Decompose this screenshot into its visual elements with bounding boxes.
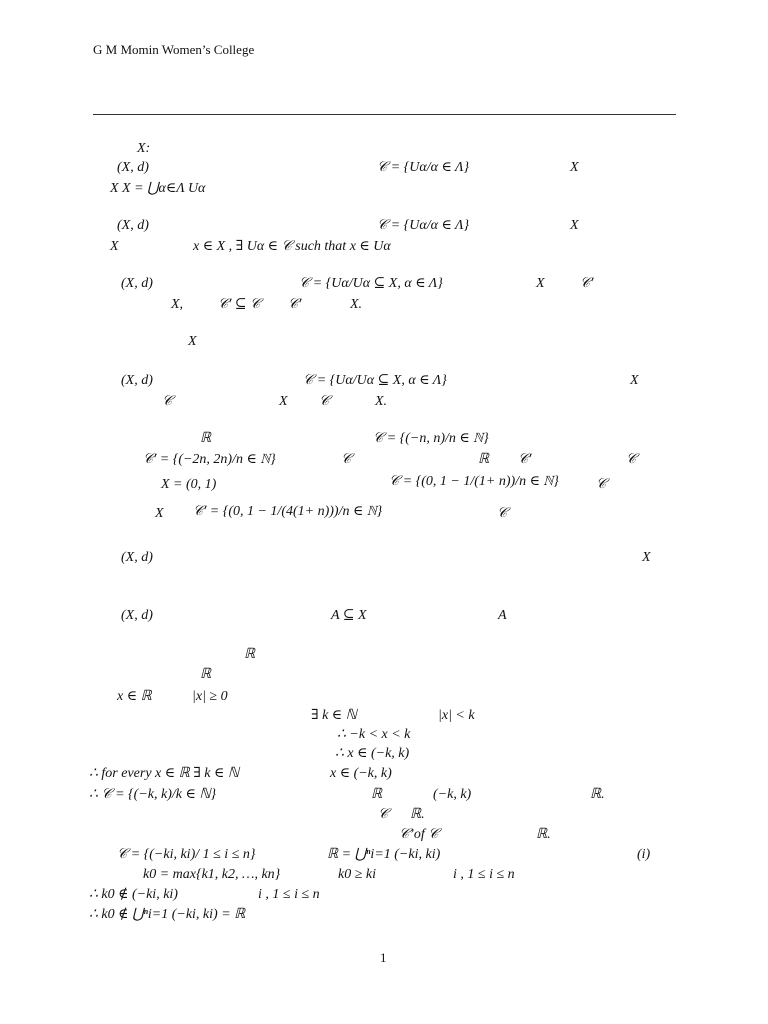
math-line-l63: 𝒞 = {(−ki, ki)/ 1 ≤ i ≤ n} xyxy=(117,847,256,862)
math-line-l18: X. xyxy=(350,297,363,312)
math-line-l55: ∴ 𝒞 = {(−k, k)/k ∈ ℕ} xyxy=(89,787,217,802)
math-line-l47: x ∈ ℝ xyxy=(117,689,152,704)
math-line-l30: 𝒞 xyxy=(341,452,352,467)
math-line-l06: (X, d) xyxy=(117,218,149,233)
math-line-l61: 𝒞’of 𝒞 xyxy=(399,827,439,842)
math-line-l16: 𝒞′ ⊆ 𝒞 xyxy=(218,297,261,312)
page-number: 1 xyxy=(380,950,387,965)
math-line-l01: X: xyxy=(137,141,151,156)
math-line-l27: ℝ xyxy=(200,431,212,446)
math-line-l04: X xyxy=(570,160,579,175)
math-line-l26: X. xyxy=(375,394,388,409)
math-line-l62: ℝ. xyxy=(536,827,551,842)
header-rule xyxy=(93,114,676,115)
math-line-l57: (−k, k) xyxy=(433,787,472,802)
math-line-l43: A ⊆ X xyxy=(331,608,367,623)
math-line-l23: 𝒞 xyxy=(162,394,173,409)
math-line-l07: 𝒞 = {Uα/α ∈ Λ} xyxy=(377,218,470,233)
math-line-l44: A xyxy=(498,608,507,623)
math-line-l08: X xyxy=(570,218,579,233)
math-line-l66: k0 = max{k1, k2, …, kn} xyxy=(143,867,281,882)
math-line-l70: i , 1 ≤ i ≤ n xyxy=(258,887,320,902)
math-line-l45: ℝ xyxy=(244,647,256,662)
math-line-l28: 𝒞 = {(−n, n)/n ∈ ℕ} xyxy=(373,431,489,446)
math-line-l29: 𝒞′ = {(−2n, 2n)/n ∈ ℕ} xyxy=(143,452,276,467)
math-line-l69: ∴ k0 ∉ (−ki, ki) xyxy=(89,887,178,902)
math-line-l39: 𝒞 xyxy=(497,506,508,521)
math-line-l37: X xyxy=(155,506,164,521)
math-line-l38: 𝒞′ = {(0, 1 − 1/(4(1+ n)))/n ∈ ℕ} xyxy=(193,504,383,519)
math-line-l40: (X, d) xyxy=(121,550,153,565)
math-line-l59: 𝒞 xyxy=(378,807,389,822)
math-line-l71: ∴ k0 ∉ ⋃ⁿi=1 (−ki, ki) = ℝ xyxy=(89,907,246,922)
math-line-l36: 𝒞 xyxy=(596,477,607,492)
math-line-l17: 𝒞′ xyxy=(288,297,302,312)
math-line-l13: X xyxy=(536,276,545,291)
math-line-l02: (X, d) xyxy=(117,160,149,175)
header-college: G M Momin Women’s College xyxy=(93,42,255,57)
math-line-l67: k0 ≥ ki xyxy=(338,867,377,882)
math-line-l52: ∴ x ∈ (−k, k) xyxy=(335,746,410,761)
math-line-l33: 𝒞 xyxy=(626,452,637,467)
math-line-l31: ℝ xyxy=(478,452,490,467)
math-line-l11: (X, d) xyxy=(121,276,153,291)
math-line-l24: X xyxy=(279,394,288,409)
math-line-l42: (X, d) xyxy=(121,608,153,623)
math-line-l51: ∴ −k < x < k xyxy=(337,727,411,742)
math-line-l25: 𝒞 xyxy=(319,394,330,409)
math-line-l22: X xyxy=(630,373,639,388)
math-line-l20: (X, d) xyxy=(121,373,153,388)
math-line-l14: 𝒞′ xyxy=(580,276,594,291)
math-line-l03: 𝒞 = {Uα/α ∈ Λ} xyxy=(377,160,470,175)
math-line-l41: X xyxy=(642,550,651,565)
math-line-l56: ℝ xyxy=(371,787,383,802)
math-line-l50: |x| < k xyxy=(438,708,475,723)
math-line-l35: 𝒞 = {(0, 1 − 1/(1+ n))/n ∈ ℕ} xyxy=(389,474,559,489)
math-line-l15: X, xyxy=(171,297,184,312)
math-line-l54: x ∈ (−k, k) xyxy=(330,766,392,781)
math-line-l68: i , 1 ≤ i ≤ n xyxy=(453,867,515,882)
math-line-l21: 𝒞 = {Uα/Uα ⊆ X, α ∈ Λ} xyxy=(303,373,447,388)
math-line-l46: ℝ xyxy=(200,667,212,682)
math-line-l48: |x| ≥ 0 xyxy=(192,689,228,704)
math-line-l49: ∃ k ∈ ℕ xyxy=(311,708,357,723)
math-line-l09: X xyxy=(110,239,119,254)
math-line-l34: X = (0, 1) xyxy=(161,477,217,492)
math-line-l64: ℝ = ⋃ⁿi=1 (−ki, ki) xyxy=(327,847,441,862)
math-line-l12: 𝒞 = {Uα/Uα ⊆ X, α ∈ Λ} xyxy=(299,276,443,291)
math-line-l53: ∴ for every x ∈ ℝ ∃ k ∈ ℕ xyxy=(89,766,240,781)
math-line-l19: X xyxy=(188,334,197,349)
math-line-l60: ℝ. xyxy=(410,807,425,822)
math-line-l65: (i) xyxy=(637,847,651,862)
math-line-l58: ℝ. xyxy=(590,787,605,802)
math-line-l10: x ∈ X , ∃ Uα ∈ 𝒞 such that x ∈ Uα xyxy=(193,239,391,254)
math-line-l05: X X = ⋃α∈Λ Uα xyxy=(110,181,206,196)
math-line-l32: 𝒞′ xyxy=(518,452,532,467)
